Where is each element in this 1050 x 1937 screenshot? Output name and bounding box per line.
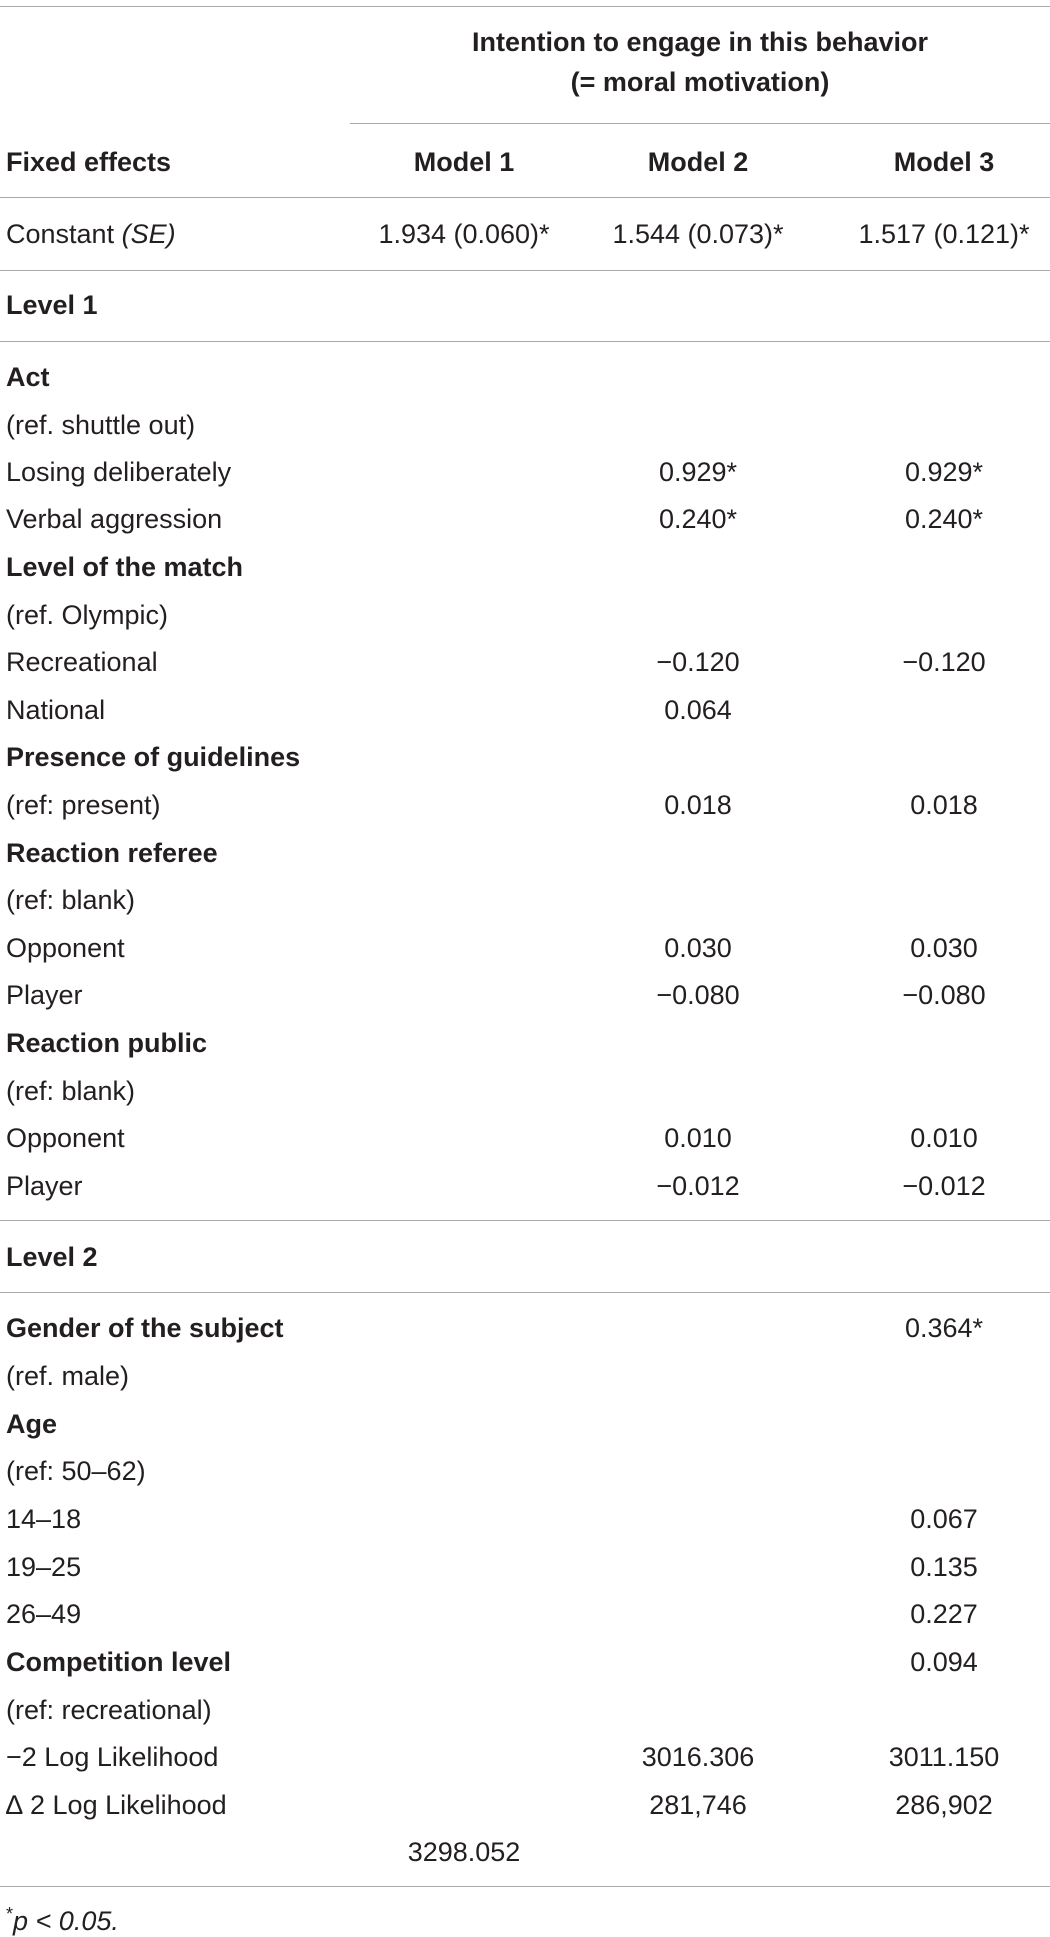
cell-constant-m2: 1.544 (0.073)* bbox=[612, 219, 784, 249]
row-label-national: National bbox=[6, 695, 106, 725]
ref-competition: (ref: recreational) bbox=[6, 1695, 212, 1725]
cell-public-player-m2: −0.012 bbox=[656, 1171, 740, 1201]
cell-constant-m3: 1.517 (0.121)* bbox=[858, 219, 1030, 249]
rule-under-spanner bbox=[350, 123, 1050, 124]
row-label-public-opponent: Opponent bbox=[6, 1123, 125, 1153]
footnote-text: p < 0.05. bbox=[13, 1906, 119, 1936]
column-header-model-3: Model 3 bbox=[893, 147, 995, 177]
column-header-model-1: Model 1 bbox=[413, 147, 515, 177]
row-label-age-19-25: 19–25 bbox=[6, 1552, 82, 1582]
row-label-referee-player: Player bbox=[6, 980, 83, 1010]
column-header-fixed-effects: Fixed effects bbox=[6, 147, 172, 177]
group-reaction-referee: Reaction referee bbox=[6, 838, 218, 868]
cell-age-19-25-m3: 0.135 bbox=[910, 1552, 978, 1582]
cell-national-m2: 0.064 bbox=[664, 695, 732, 725]
group-age: Age bbox=[6, 1409, 58, 1439]
cell-losing-m2: 0.929* bbox=[658, 457, 738, 487]
cell-guidelines-m2: 0.018 bbox=[664, 790, 732, 820]
cell-referee-player-m3: −0.080 bbox=[902, 980, 986, 1010]
group-competition: Competition level bbox=[6, 1647, 232, 1677]
cell-delta-loglik-m3: 286,902 bbox=[895, 1790, 993, 1820]
group-reaction-public: Reaction public bbox=[6, 1028, 208, 1058]
rule-under-level1 bbox=[0, 341, 1050, 342]
rule-under-level2 bbox=[0, 1292, 1050, 1293]
section-level-2: Level 2 bbox=[6, 1242, 98, 1272]
cell-recreational-m2: −0.120 bbox=[656, 647, 740, 677]
cell-loglik-m2: 3016.306 bbox=[641, 1742, 755, 1772]
cell-loglik-m3: 3011.150 bbox=[888, 1742, 1000, 1772]
rule-top bbox=[0, 6, 1050, 7]
group-act: Act bbox=[6, 362, 50, 392]
ref-act: (ref. shuttle out) bbox=[6, 410, 196, 440]
ref-reaction-public: (ref: blank) bbox=[6, 1076, 136, 1106]
group-guidelines: Presence of guidelines bbox=[6, 742, 301, 772]
row-label-age-26-49: 26–49 bbox=[6, 1599, 82, 1629]
cell-public-opponent-m2: 0.010 bbox=[664, 1123, 732, 1153]
cell-referee-opponent-m2: 0.030 bbox=[664, 933, 732, 963]
cell-gender-m3: 0.364* bbox=[904, 1313, 984, 1343]
row-label-recreational: Recreational bbox=[6, 647, 158, 677]
group-level-of-match: Level of the match bbox=[6, 552, 244, 582]
rule-under-header bbox=[0, 197, 1050, 198]
cell-verbal-m2: 0.240* bbox=[658, 504, 738, 534]
row-label-constant: Constant (SE) bbox=[6, 219, 176, 249]
rule-above-level2 bbox=[0, 1220, 1050, 1221]
spanner-title-line1: Intention to engage in this behavior bbox=[471, 27, 929, 57]
cell-public-opponent-m3: 0.010 bbox=[910, 1123, 978, 1153]
ref-reaction-referee: (ref: blank) bbox=[6, 885, 136, 915]
cell-competition-m3: 0.094 bbox=[910, 1647, 978, 1677]
ref-gender: (ref. male) bbox=[6, 1361, 130, 1391]
cell-referee-player-m2: −0.080 bbox=[656, 980, 740, 1010]
cell-constant-m1: 1.934 (0.060)* bbox=[378, 219, 550, 249]
cell-public-player-m3: −0.012 bbox=[902, 1171, 986, 1201]
footnote-star: * bbox=[6, 1904, 14, 1924]
cell-recreational-m3: −0.120 bbox=[902, 647, 986, 677]
ref-age: (ref: 50–62) bbox=[6, 1456, 146, 1486]
row-label-loglik: −2 Log Likelihood bbox=[6, 1742, 219, 1772]
cell-age-26-49-m3: 0.227 bbox=[910, 1599, 978, 1629]
row-label-losing: Losing deliberately bbox=[6, 457, 232, 487]
column-header-model-2: Model 2 bbox=[647, 147, 749, 177]
ref-guidelines: (ref: present) bbox=[6, 790, 161, 820]
rule-under-constant bbox=[0, 270, 1050, 271]
cell-loglik-m1: 3298.052 bbox=[407, 1837, 521, 1867]
group-gender: Gender of the subject bbox=[6, 1313, 284, 1343]
ref-level-of-match: (ref. Olympic) bbox=[6, 600, 168, 630]
section-level-1: Level 1 bbox=[6, 290, 98, 320]
footnote bbox=[6, 1898, 119, 1937]
spanner-title-line2: (= moral motivation) bbox=[570, 67, 830, 97]
row-label-age-14-18: 14–18 bbox=[6, 1504, 82, 1534]
cell-losing-m3: 0.929* bbox=[904, 457, 984, 487]
cell-verbal-m3: 0.240* bbox=[904, 504, 984, 534]
cell-guidelines-m3: 0.018 bbox=[910, 790, 978, 820]
row-label-delta-loglik: ∆ 2 Log Likelihood bbox=[6, 1790, 227, 1820]
cell-age-14-18-m3: 0.067 bbox=[910, 1504, 978, 1534]
row-label-verbal: Verbal aggression bbox=[6, 504, 223, 534]
rule-bottom bbox=[0, 1886, 1050, 1887]
row-label-public-player: Player bbox=[6, 1171, 83, 1201]
row-label-referee-opponent: Opponent bbox=[6, 933, 125, 963]
cell-referee-opponent-m3: 0.030 bbox=[910, 933, 978, 963]
cell-delta-loglik-m2: 281,746 bbox=[649, 1790, 747, 1820]
